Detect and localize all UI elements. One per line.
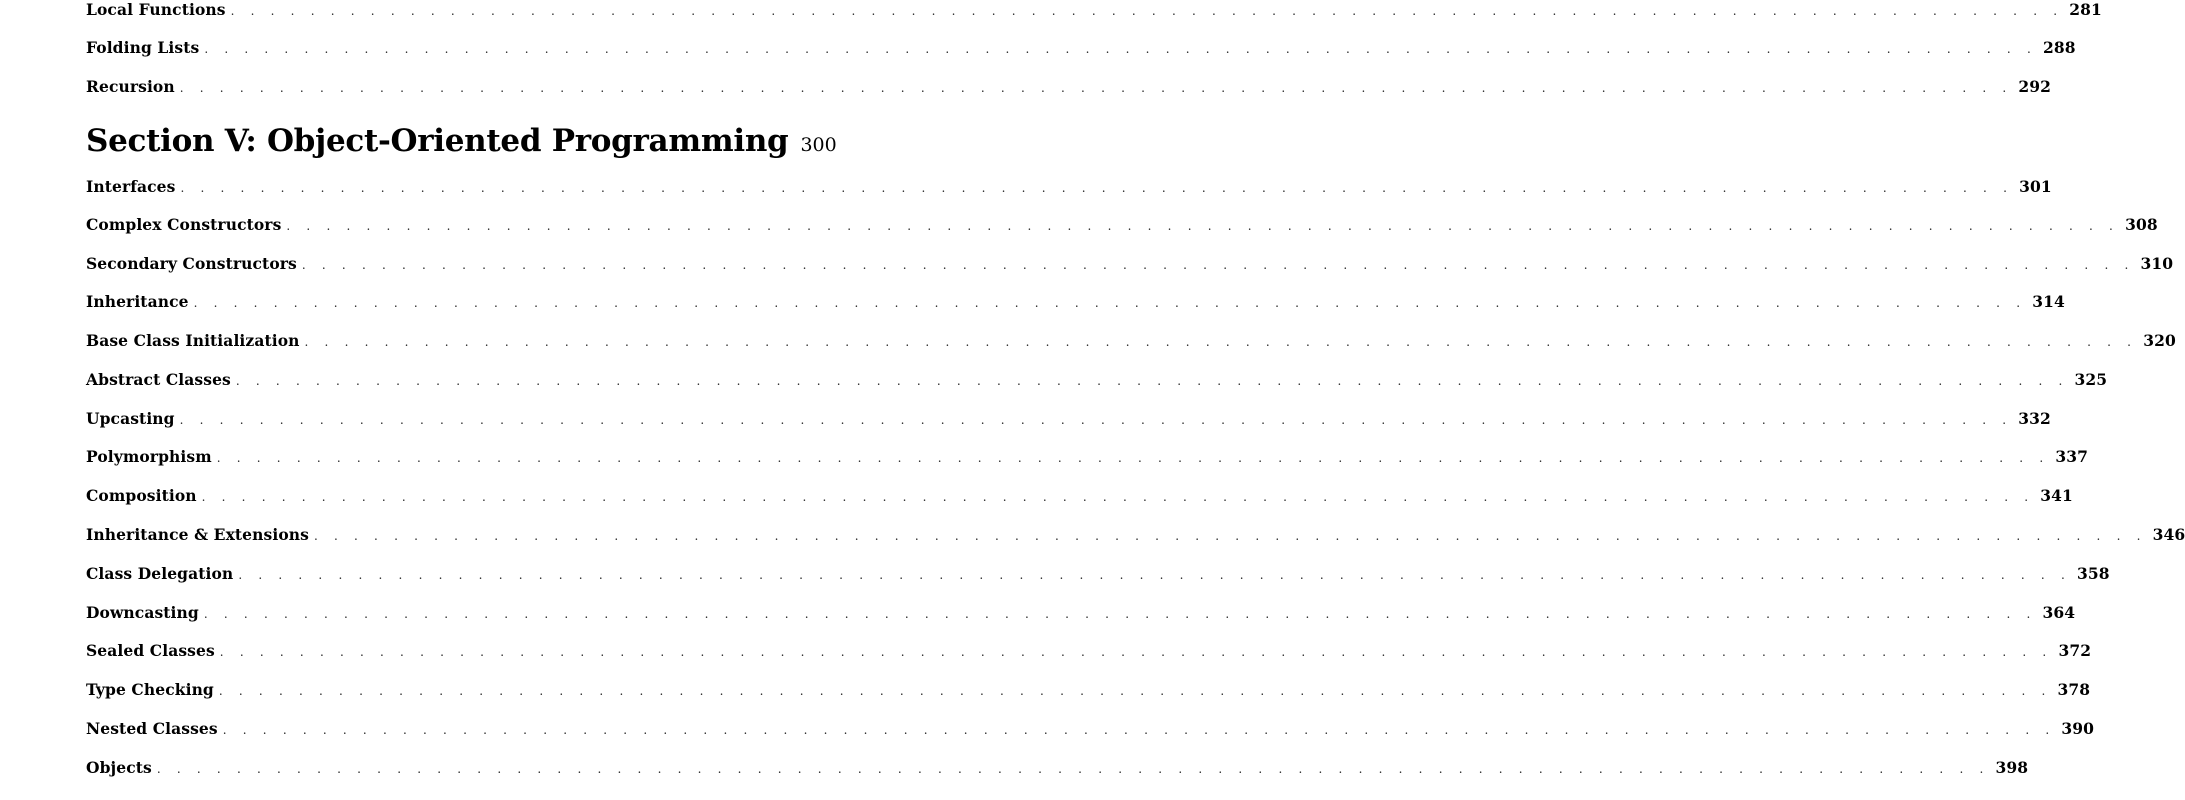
toc-entry-page: 364 <box>2042 603 2076 622</box>
toc-entry-title: Class Delegation <box>86 564 234 583</box>
toc-entry-page: 325 <box>2074 370 2108 389</box>
toc-entry <box>86 719 2095 740</box>
toc-entry-title: Abstract Classes <box>86 370 231 389</box>
toc-entry-page: 398 <box>1995 758 2029 777</box>
toc-entry-title: Nested Classes <box>86 719 218 738</box>
toc-entry <box>86 603 2076 624</box>
toc-entry-page: 346 <box>2152 525 2185 544</box>
toc-entry <box>86 215 2158 236</box>
dot-leader <box>204 39 2037 59</box>
toc-entry-title: Recursion <box>86 77 175 96</box>
toc-entry-page: 337 <box>2055 447 2089 466</box>
toc-entry <box>86 486 2073 507</box>
section-heading <box>86 121 837 167</box>
dot-leader <box>305 332 2138 352</box>
toc-entry <box>86 447 2089 468</box>
toc-entry-page: 332 <box>2018 409 2051 428</box>
dot-leader <box>236 371 2069 391</box>
toc-entry-title: Local Functions <box>86 0 226 19</box>
toc-entry <box>86 177 2052 198</box>
toc-entry-title: Interfaces <box>86 177 176 196</box>
dot-leader <box>220 642 2053 662</box>
dot-leader <box>286 216 2119 236</box>
toc-entry-page: 372 <box>2058 641 2092 660</box>
toc-entry <box>86 564 2110 585</box>
toc-entry-page: 358 <box>2076 564 2110 583</box>
dot-leader <box>238 565 2071 585</box>
toc-entry-title: Upcasting <box>86 409 175 428</box>
toc-entry-title: Polymorphism <box>86 447 212 466</box>
toc-entry <box>86 292 2065 313</box>
dot-leader <box>217 448 2050 468</box>
toc-entry-title: Complex Constructors <box>86 215 282 234</box>
toc-entry-title: Sealed Classes <box>86 641 215 660</box>
toc-entry <box>86 38 2076 59</box>
toc-entry-title: Downcasting <box>86 603 199 622</box>
dot-leader <box>202 487 2035 507</box>
toc-entry-title: Objects <box>86 758 152 777</box>
toc-entry-page: 390 <box>2061 719 2095 738</box>
dot-leader <box>219 681 2052 701</box>
toc-entry <box>86 331 2176 352</box>
dot-leader <box>314 526 2147 546</box>
toc-entry-title: Secondary Constructors <box>86 254 297 273</box>
toc-entry-page: 281 <box>2069 0 2102 19</box>
toc-entry <box>86 680 2091 701</box>
section-page: 300 <box>800 134 837 156</box>
toc-entry-page: 288 <box>2042 38 2076 57</box>
toc-entry-page: 310 <box>2140 254 2174 273</box>
toc-entry-page: 308 <box>2125 215 2158 234</box>
toc-entry-title: Base Class Initialization <box>86 331 300 350</box>
section-title: Section V: Object-Oriented Programming <box>86 123 789 159</box>
toc-entry-title: Type Checking <box>86 680 214 699</box>
toc-entry-page: 301 <box>2019 177 2052 196</box>
toc-entry-page: 320 <box>2143 331 2176 350</box>
dot-leader <box>180 78 2013 98</box>
toc-entry-page: 378 <box>2057 680 2091 699</box>
toc-entry-page: 341 <box>2040 486 2073 505</box>
dot-leader <box>231 1 2064 21</box>
toc-entry-title: Inheritance <box>86 292 189 311</box>
toc-entry-page: 292 <box>2018 77 2052 96</box>
toc-entry <box>86 370 2108 391</box>
toc-entry <box>86 0 2102 21</box>
dot-leader <box>157 759 1990 779</box>
dot-leader <box>180 410 2013 430</box>
toc-entry-title: Composition <box>86 486 197 505</box>
toc-entry <box>86 409 2051 430</box>
toc-entry <box>86 77 2052 98</box>
toc-entry-title: Folding Lists <box>86 38 200 57</box>
dot-leader <box>204 604 2037 624</box>
toc-entry <box>86 254 2174 275</box>
toc-entry <box>86 525 2185 546</box>
dot-leader <box>180 178 2013 198</box>
dot-leader <box>223 720 2056 740</box>
toc-entry-title: Inheritance & Extensions <box>86 525 309 544</box>
toc-entry <box>86 641 2092 662</box>
dot-leader <box>194 293 2027 313</box>
dot-leader <box>302 255 2135 275</box>
toc-entry-page: 314 <box>2032 292 2065 311</box>
toc-entry <box>86 758 2029 779</box>
